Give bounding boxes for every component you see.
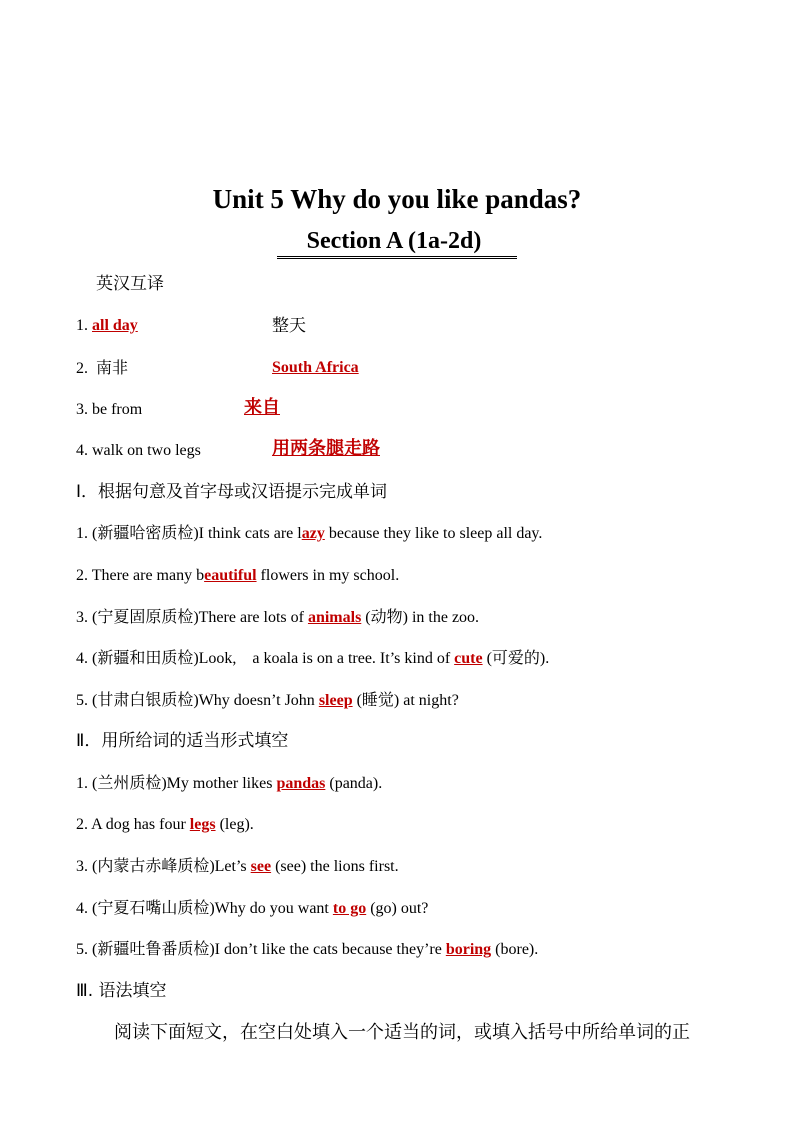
section-3-heading: Ⅲ. 语法填空 xyxy=(76,981,167,1001)
answer: see xyxy=(250,858,272,875)
item-text: be from xyxy=(92,401,143,418)
section-1-item-4 xyxy=(76,649,549,669)
sentence-end: (go) out? xyxy=(366,900,429,917)
item-number: 3. xyxy=(76,401,88,418)
item-number: 4. xyxy=(76,442,88,459)
answer: sleep xyxy=(318,692,353,709)
sentence-end: (可爱的). xyxy=(482,650,550,667)
answer: azy xyxy=(301,525,325,542)
translation-item-1-meaning: 整天 xyxy=(272,316,306,336)
sentence-start: 4. (宁夏石嘴山质检)Why do you want xyxy=(76,900,333,917)
answer: 用两条腿走路 xyxy=(272,438,380,459)
section-1-heading: Ⅰ．根据句意及首字母或汉语提示完成单词 xyxy=(76,482,388,502)
answer: pandas xyxy=(276,775,326,792)
translation-heading: 英汉互译 xyxy=(96,274,164,294)
translation-item-2 xyxy=(76,358,128,379)
answer: animals xyxy=(307,609,362,626)
section-1-item-1 xyxy=(76,524,542,544)
sentence-start: 3. (宁夏固原质检)There are lots of xyxy=(76,609,308,626)
section-2-item-3 xyxy=(76,857,399,877)
translation-item-1 xyxy=(76,316,138,336)
sentence-start: 1. (新疆哈密质检)I think cats are l xyxy=(76,525,302,542)
section-1-item-5 xyxy=(76,691,459,711)
sentence-end: (睡觉) at night? xyxy=(352,692,459,709)
section-2-item-5 xyxy=(76,940,538,960)
section-1-item-2 xyxy=(76,566,399,586)
section-2-item-4 xyxy=(76,899,428,919)
answer: all day xyxy=(92,317,138,334)
subtitle-text: Section A (1a-2d) xyxy=(277,228,518,259)
sentence-start: 5. (甘肃白银质检)Why doesn’t John xyxy=(76,692,319,709)
sentence-end: (see) the lions first. xyxy=(271,858,399,875)
section-subtitle xyxy=(0,228,794,255)
sentence-start: 2. There are many b xyxy=(76,567,205,584)
section-2-heading: Ⅱ．用所给词的适当形式填空 xyxy=(76,731,289,751)
section-3-instructions: 阅读下面短文，在空白处填入一个适当的词，或填入括号中所给单词的正 xyxy=(114,1022,690,1043)
item-number: 2. xyxy=(76,360,88,377)
sentence-start: 3. (内蒙古赤峰质检)Let’s xyxy=(76,858,251,875)
answer: cute xyxy=(454,650,483,667)
section-2-item-2 xyxy=(76,815,254,835)
sentence-start: 5. (新疆吐鲁番质检)I don’t like the cats because they’re xyxy=(76,941,446,958)
sentence-end: (bore). xyxy=(491,941,539,958)
answer: eautiful xyxy=(204,567,257,584)
sentence-end: flowers in my school. xyxy=(256,567,400,584)
answer: South Africa xyxy=(272,359,359,376)
translation-item-2-answer xyxy=(272,358,359,378)
translation-item-4-answer xyxy=(272,439,380,460)
answer: legs xyxy=(189,816,216,833)
sentence-end: because they like to sleep all day. xyxy=(324,525,543,542)
section-2-item-1 xyxy=(76,774,382,794)
item-text: walk on two legs xyxy=(92,442,201,459)
section-1-item-3 xyxy=(76,608,479,628)
item-text: 南非 xyxy=(96,358,129,377)
translation-item-4 xyxy=(76,441,201,461)
sentence-end: (panda). xyxy=(325,775,383,792)
sentence-start: 1. (兰州质检)My mother likes xyxy=(76,775,277,792)
translation-item-3-answer xyxy=(244,398,280,419)
sentence-end: (leg). xyxy=(215,816,254,833)
sentence-start: 4. (新疆和田质检)Look, a koala is on a tree. It’s kind of xyxy=(76,650,455,667)
sentence-end: (动物) in the zoo. xyxy=(361,609,480,626)
sentence-start: 2. A dog has four xyxy=(76,816,190,833)
answer: boring xyxy=(445,941,492,958)
page-title: Unit 5 Why do you like pandas? xyxy=(212,184,582,214)
answer: to go xyxy=(332,900,367,917)
item-number: 1. xyxy=(76,317,88,334)
answer: 来自 xyxy=(244,397,280,418)
translation-item-3 xyxy=(76,400,142,420)
